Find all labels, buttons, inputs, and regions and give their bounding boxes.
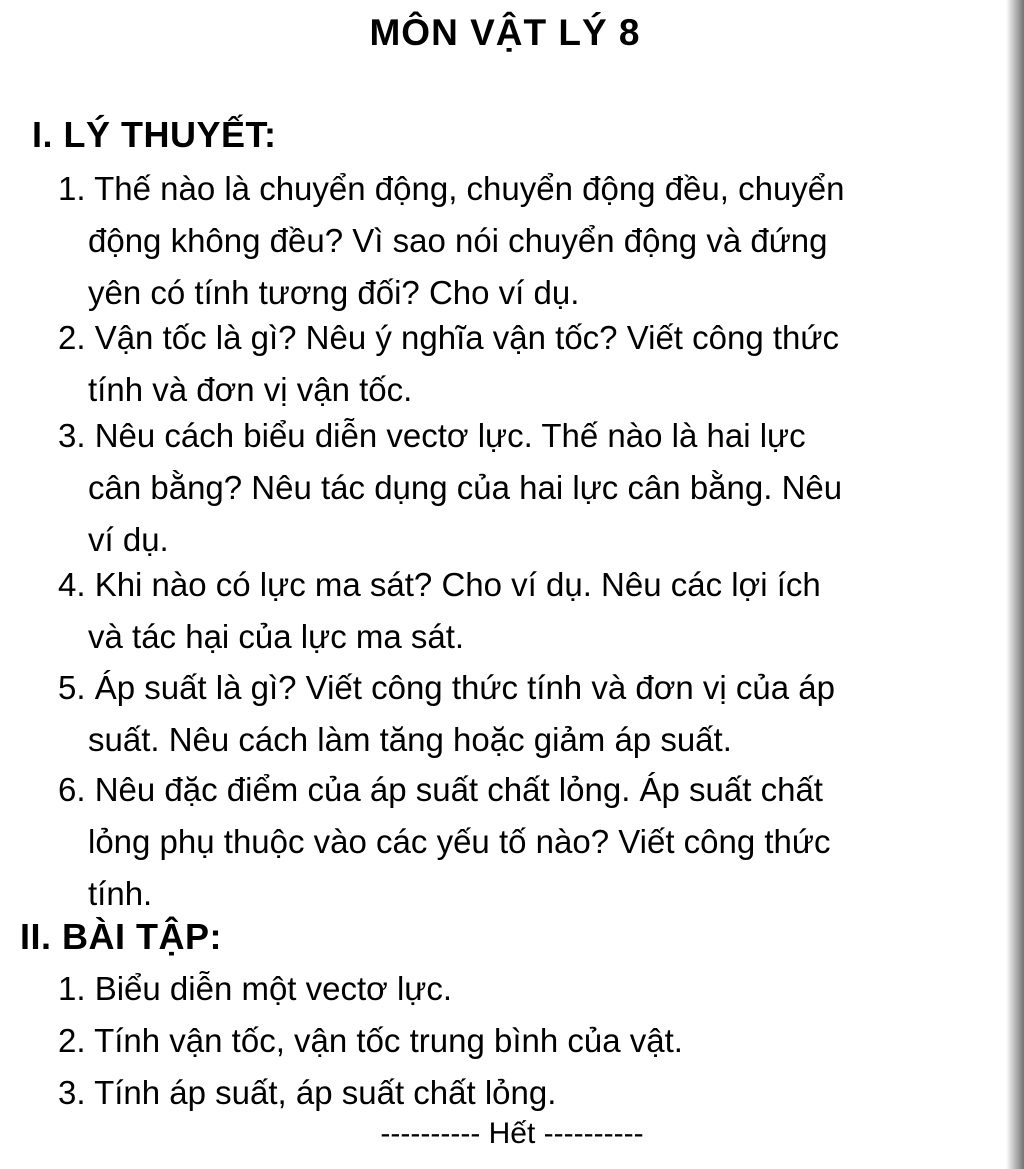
question-3-line-3: ví dụ.: [88, 521, 169, 558]
theory-question-6: [58, 764, 998, 920]
theory-question-2: [58, 312, 998, 416]
question-6-line-3: tính.: [88, 875, 153, 912]
theory-question-3: [58, 410, 998, 566]
exercise-item-2: 2. Tính vận tốc, vận tốc trung bình của vật.: [58, 1022, 683, 1059]
question-1-line-3: yên có tính tương đối? Cho ví dụ.: [88, 274, 580, 311]
question-3-line-2: cân bằng? Nêu tác dụng của hai lực cân bằng. Nêu: [88, 469, 843, 506]
theory-question-1: [58, 163, 998, 319]
page-edge-shadow: [1006, 0, 1024, 1169]
theory-question-4: [58, 559, 998, 663]
section-heading-theory: I. LÝ THUYẾT:: [32, 114, 277, 155]
document-end-marker: ---------- Hết ----------: [380, 1117, 644, 1150]
question-5-line-2: suất. Nêu cách làm tăng hoặc giảm áp suất.: [88, 721, 732, 758]
exercise-list: [58, 963, 998, 1119]
theory-question-5: [58, 662, 998, 766]
question-6-line-1: 6. Nêu đặc điểm của áp suất chất lỏng. Áp suất chất: [58, 771, 823, 808]
question-4-line-1: 4. Khi nào có lực ma sát? Cho ví dụ. Nêu các lợi ích: [58, 566, 821, 603]
question-1-line-1: 1. Thế nào là chuyển động, chuyển động đều, chuyển: [58, 170, 845, 207]
question-3-line-1: 3. Nêu cách biểu diễn vectơ lực. Thế nào là hai lực: [58, 417, 806, 454]
question-4-line-2: và tác hại của lực ma sát.: [88, 618, 465, 655]
question-2-line-1: 2. Vận tốc là gì? Nêu ý nghĩa vận tốc? Viết công thức: [58, 319, 839, 356]
section-heading-exercises: II. BÀI TẬP:: [20, 916, 222, 957]
question-6-line-2: lỏng phụ thuộc vào các yếu tố nào? Viết công thức: [88, 823, 831, 860]
question-2-line-2: tính và đơn vị vận tốc.: [88, 371, 413, 408]
question-1-line-2: động không đều? Vì sao nói chuyển động và đứng: [88, 222, 828, 259]
question-5-line-1: 5. Áp suất là gì? Viết công thức tính và đơn vị của áp: [58, 669, 835, 706]
document-title: MÔN VẬT LÝ 8: [369, 12, 641, 53]
exercise-item-1: 1. Biểu diễn một vectơ lực.: [58, 970, 453, 1007]
exercise-item-3: 3. Tính áp suất, áp suất chất lỏng.: [58, 1074, 557, 1111]
